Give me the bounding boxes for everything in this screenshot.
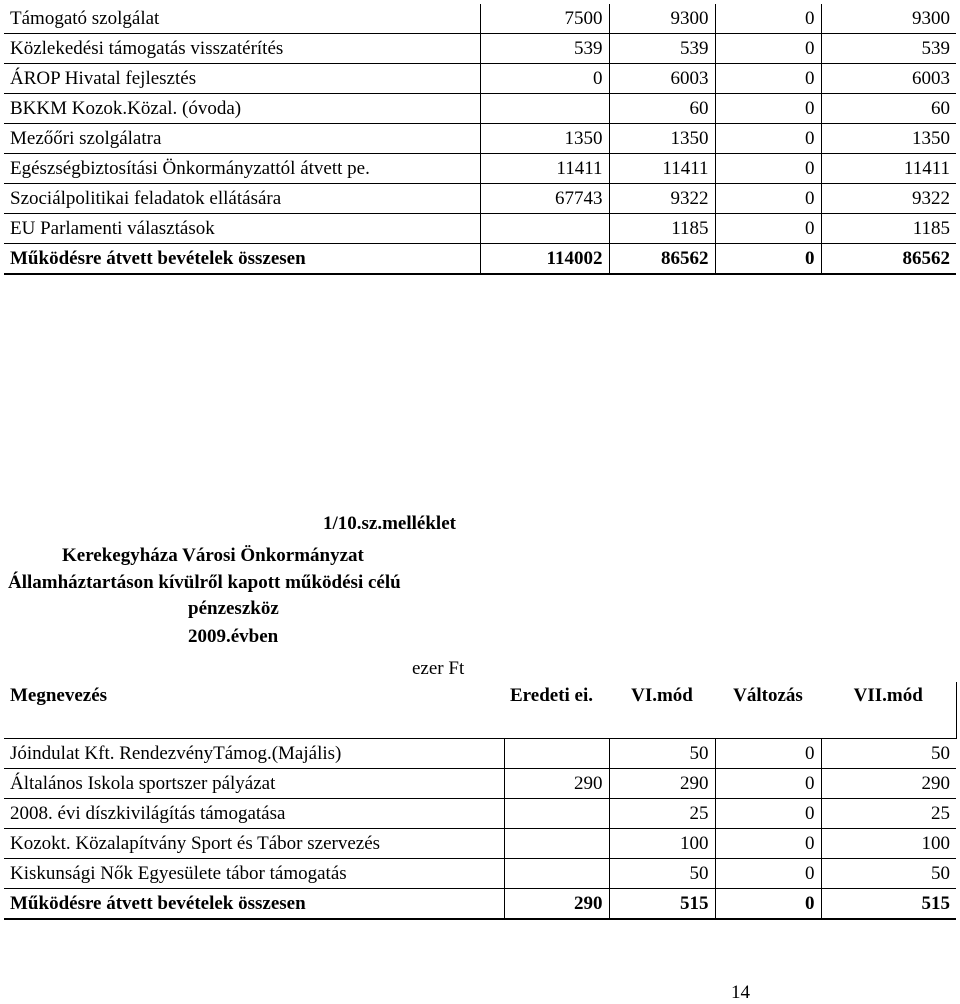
table-row xyxy=(4,124,956,154)
table-row xyxy=(4,4,956,34)
organization-title: Kerekegyháza Városi Önkormányzat xyxy=(62,545,364,566)
unit-label: ezer Ft xyxy=(412,658,465,679)
row-value-c4: 60 xyxy=(821,94,956,124)
table-row xyxy=(4,154,956,184)
row-value-c1: 11411 xyxy=(480,154,609,184)
row-value-c3: 0 xyxy=(715,4,821,34)
header-name: Megnevezés xyxy=(4,682,504,739)
row-value-c3: 0 xyxy=(715,184,821,214)
row-value-c1 xyxy=(504,799,609,829)
row-value-c2: 100 xyxy=(609,829,715,859)
row-label: Kiskunsági Nők Egyesülete tábor támogatás xyxy=(4,859,504,889)
row-value-c2: 86562 xyxy=(609,244,715,275)
table-row xyxy=(4,859,956,889)
document-title-line1: Államháztartáson kívülről kapott működési célú xyxy=(8,572,401,593)
row-value-c4: 290 xyxy=(821,769,956,799)
header-original: Eredeti ei. xyxy=(504,682,609,739)
table-header-row xyxy=(4,682,956,739)
row-value-c3: 0 xyxy=(715,799,821,829)
table-row xyxy=(4,94,956,124)
row-value-c1: 114002 xyxy=(480,244,609,275)
row-value-c4: 515 xyxy=(821,889,956,920)
row-value-c3: 0 xyxy=(715,154,821,184)
row-value-c4: 25 xyxy=(821,799,956,829)
row-label: Egészségbiztosítási Önkormányzattól átvett pe. xyxy=(4,154,480,184)
row-value-c4: 1185 xyxy=(821,214,956,244)
row-value-c2: 9322 xyxy=(609,184,715,214)
row-value-c2: 25 xyxy=(609,799,715,829)
row-value-c2: 11411 xyxy=(609,154,715,184)
table-row xyxy=(4,799,956,829)
header-change: Változás xyxy=(715,682,821,739)
row-label: Támogató szolgálat xyxy=(4,4,480,34)
row-value-c3: 0 xyxy=(715,829,821,859)
row-value-c4: 6003 xyxy=(821,64,956,94)
row-value-c1 xyxy=(504,739,609,769)
row-value-c3: 0 xyxy=(715,739,821,769)
row-value-c1: 290 xyxy=(504,889,609,920)
external-funds-table xyxy=(4,682,957,920)
page-number: 14 xyxy=(731,982,750,1003)
row-value-c4: 9300 xyxy=(821,4,956,34)
row-value-c1: 0 xyxy=(480,64,609,94)
table-row xyxy=(4,739,956,769)
row-value-c2: 515 xyxy=(609,889,715,920)
total-row xyxy=(4,889,956,920)
row-value-c1: 539 xyxy=(480,34,609,64)
row-value-c4: 50 xyxy=(821,739,956,769)
row-value-c3: 0 xyxy=(715,34,821,64)
row-value-c3: 0 xyxy=(715,214,821,244)
row-value-c1: 7500 xyxy=(480,4,609,34)
row-value-c4: 11411 xyxy=(821,154,956,184)
table-row xyxy=(4,184,956,214)
row-label: Kozokt. Közalapítvány Sport és Tábor szervezés xyxy=(4,829,504,859)
row-label: EU Parlamenti választások xyxy=(4,214,480,244)
row-value-c2: 539 xyxy=(609,34,715,64)
row-value-c2: 9300 xyxy=(609,4,715,34)
row-value-c2: 6003 xyxy=(609,64,715,94)
row-label: Működésre átvett bevételek összesen xyxy=(4,244,480,275)
row-value-c3: 0 xyxy=(715,769,821,799)
annex-label: 1/10.sz.melléklet xyxy=(323,513,456,534)
operating-revenue-table-top xyxy=(4,4,956,275)
table-row xyxy=(4,214,956,244)
row-value-c3: 0 xyxy=(715,859,821,889)
row-value-c2: 60 xyxy=(609,94,715,124)
row-value-c1 xyxy=(480,214,609,244)
row-value-c4: 1350 xyxy=(821,124,956,154)
row-value-c2: 290 xyxy=(609,769,715,799)
row-value-c1 xyxy=(504,859,609,889)
row-value-c2: 1350 xyxy=(609,124,715,154)
row-value-c1 xyxy=(480,94,609,124)
row-label: Közlekedési támogatás visszatérítés xyxy=(4,34,480,64)
row-label: Szociálpolitikai feladatok ellátására xyxy=(4,184,480,214)
document-title-line2: pénzeszköz xyxy=(188,598,279,619)
row-value-c1: 290 xyxy=(504,769,609,799)
row-label: Működésre átvett bevételek összesen xyxy=(4,889,504,920)
row-value-c4: 100 xyxy=(821,829,956,859)
row-value-c2: 50 xyxy=(609,859,715,889)
row-value-c4: 86562 xyxy=(821,244,956,275)
row-value-c3: 0 xyxy=(715,94,821,124)
row-value-c2: 50 xyxy=(609,739,715,769)
row-label: 2008. évi díszkivilágítás támogatása xyxy=(4,799,504,829)
row-label: Jóindulat Kft. RendezvényTámog.(Majális) xyxy=(4,739,504,769)
header-mod7: VII.mód xyxy=(821,682,956,739)
row-value-c4: 539 xyxy=(821,34,956,64)
row-value-c3: 0 xyxy=(715,244,821,275)
table-row xyxy=(4,64,956,94)
row-value-c1: 67743 xyxy=(480,184,609,214)
row-value-c1: 1350 xyxy=(480,124,609,154)
row-value-c3: 0 xyxy=(715,889,821,920)
row-value-c4: 50 xyxy=(821,859,956,889)
row-value-c3: 0 xyxy=(715,64,821,94)
row-label: Általános Iskola sportszer pályázat xyxy=(4,769,504,799)
row-label: ÁROP Hivatal fejlesztés xyxy=(4,64,480,94)
table-row xyxy=(4,829,956,859)
total-row xyxy=(4,244,956,275)
row-value-c4: 9322 xyxy=(821,184,956,214)
table-row xyxy=(4,34,956,64)
header-mod6: VI.mód xyxy=(609,682,715,739)
year-label: 2009.évben xyxy=(188,626,279,647)
row-label: Mezőőri szolgálatra xyxy=(4,124,480,154)
table-row xyxy=(4,769,956,799)
row-value-c2: 1185 xyxy=(609,214,715,244)
row-value-c1 xyxy=(504,829,609,859)
row-label: BKKM Kozok.Közal. (óvoda) xyxy=(4,94,480,124)
row-value-c3: 0 xyxy=(715,124,821,154)
